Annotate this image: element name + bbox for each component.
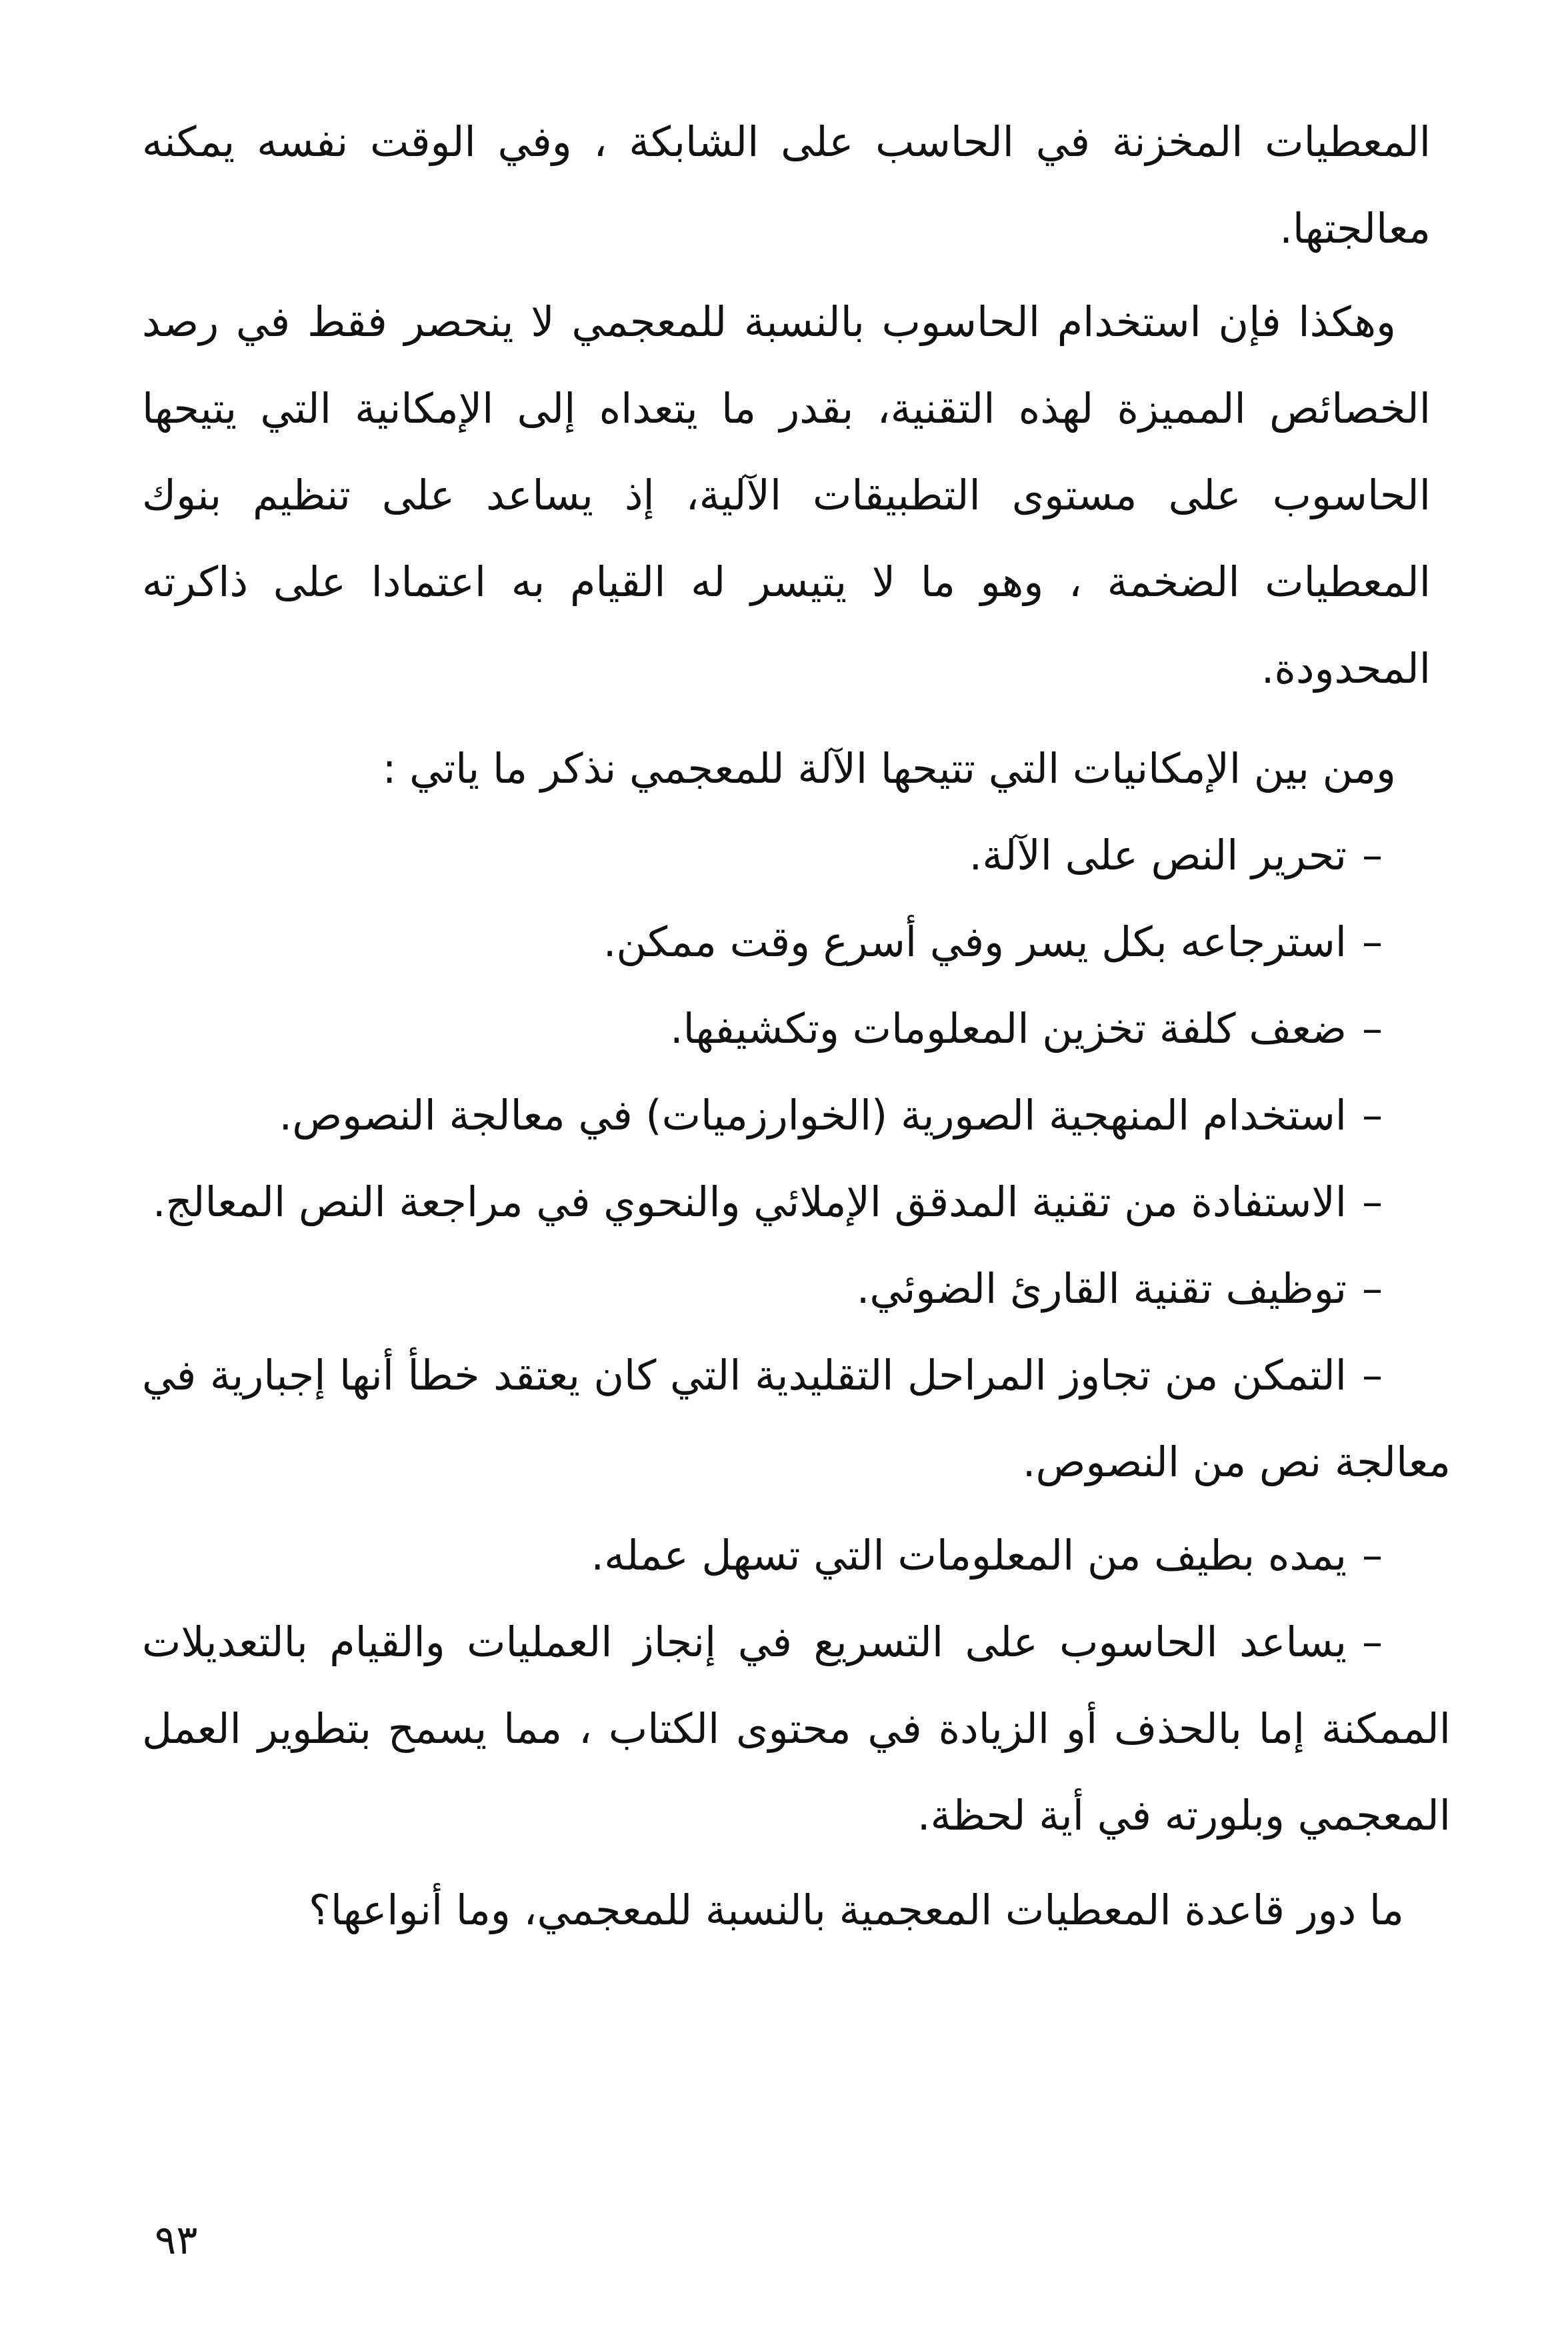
paragraph-line-text: الحاسوب على مستوى التطبيقات الآلية، إذ يساعد على تنظيم بنوك [142,471,1431,519]
feature-list [142,812,1451,1859]
list-item [142,899,1431,985]
list-item-text: ضعف كلفة تخزين المعلومات وتكشيفها. [669,1004,1347,1053]
list-item [142,1332,1451,1506]
list-item-text: الممكنة إما بالحذف أو الزيادة في محتوى الكتاب ، مما يسمح بتطوير العمل [142,1704,1451,1753]
paragraph-line [142,99,1431,185]
list-item-text: الاستفادة من تقنية المدقق الإملائي والنحوي في مراجعة النص المعالج. [152,1178,1347,1226]
list-item-line [142,899,1431,985]
list-intro [142,725,1431,812]
list-bullet: – [1362,1004,1383,1053]
list-bullet: – [1362,1531,1383,1580]
question [142,1867,1431,1954]
paragraph-line [142,365,1431,452]
list-item-text: يساعد الحاسوب على التسريع في إنجاز العمليات والقيام بالتعديلات [142,1618,1347,1666]
list-item-text: توظيف تقنية القارئ الضوئي. [856,1264,1347,1313]
list-item [142,1246,1431,1332]
paragraph-line-text: الخصائص المميزة لهذه التقنية، بقدر ما يتعداه إلى الإمكانية التي يتيحها [142,384,1431,433]
list-item-line [142,1246,1431,1332]
list-item [142,985,1431,1072]
opening-paragraph [142,99,1431,272]
list-item-line [142,1512,1431,1599]
page-body [142,99,1451,1954]
paragraph-line [142,279,1431,365]
list-item [142,1159,1431,1246]
question-text: ما دور قاعدة المعطيات المعجمية بالنسبة للمعجمي، وما أنواعها؟ [308,1886,1404,1934]
list-item-line [142,985,1431,1072]
list-item-text: استخدام المنهجية الصورية (الخوارزميات) في معالجة النصوص. [279,1091,1347,1139]
list-bullet: – [1362,1178,1383,1226]
list-bullet: – [1362,1091,1383,1139]
list-item-text: تحرير النص على الآلة. [969,831,1347,879]
list-item-text: يمده بطيف من المعلومات التي تسهل عمله. [591,1531,1347,1580]
list-item-line [142,1332,1431,1419]
paragraph-line [142,185,1431,272]
list-item-line [142,1772,1451,1859]
list-item-line [142,1419,1451,1506]
list-item-text: التمكن من تجاوز المراحل التقليدية التي كان يعتقد خطأ أنها إجبارية في [142,1351,1347,1400]
page-number: ٩٣ [155,2217,198,2264]
paragraph-line-text: المعطيات الضخمة ، وهو ما لا يتيسر له القيام به اعتمادا على ذاكرته [142,557,1431,606]
list-item-line [142,1686,1451,1772]
list-bullet: – [1362,1618,1383,1666]
list-item-line [142,1072,1431,1159]
list-item [142,1512,1431,1599]
list-item-text: المعجمي وبلورته في أية لحظة. [917,1791,1451,1840]
list-item-line [142,812,1431,899]
paragraph-line-text: معالجتها. [1279,204,1431,253]
list-item [142,1599,1451,1859]
list-bullet: – [1362,1351,1383,1400]
list-item-line [142,1599,1431,1686]
list-intro-text: ومن بين الإمكانيات التي تتيحها الآلة للمعجمي نذكر ما ياتي : [382,744,1396,793]
paragraph-line [142,539,1431,625]
list-item [142,1072,1431,1159]
list-bullet: – [1362,917,1383,966]
list-bullet: – [1362,831,1383,879]
paragraph-line [142,452,1431,539]
list-item-text: استرجاعه بكل يسر وفي أسرع وقت ممكن. [603,917,1347,966]
paragraph-line-text: المحدودة. [1261,644,1431,693]
list-bullet: – [1362,1264,1383,1313]
paragraph-line [142,625,1431,712]
paragraph-line-text: وهكذا فإن استخدام الحاسوب بالنسبة للمعجمي لا ينحصر فقط في رصد [142,297,1396,346]
list-item [142,812,1431,899]
body-paragraph [142,279,1431,712]
list-item-line [142,1159,1431,1246]
list-item-text: معالجة نص من النصوص. [1022,1438,1451,1486]
paragraph-line-text: المعطيات المخزنة في الحاسب على الشابكة ، وفي الوقت نفسه يمكنه [142,117,1431,166]
